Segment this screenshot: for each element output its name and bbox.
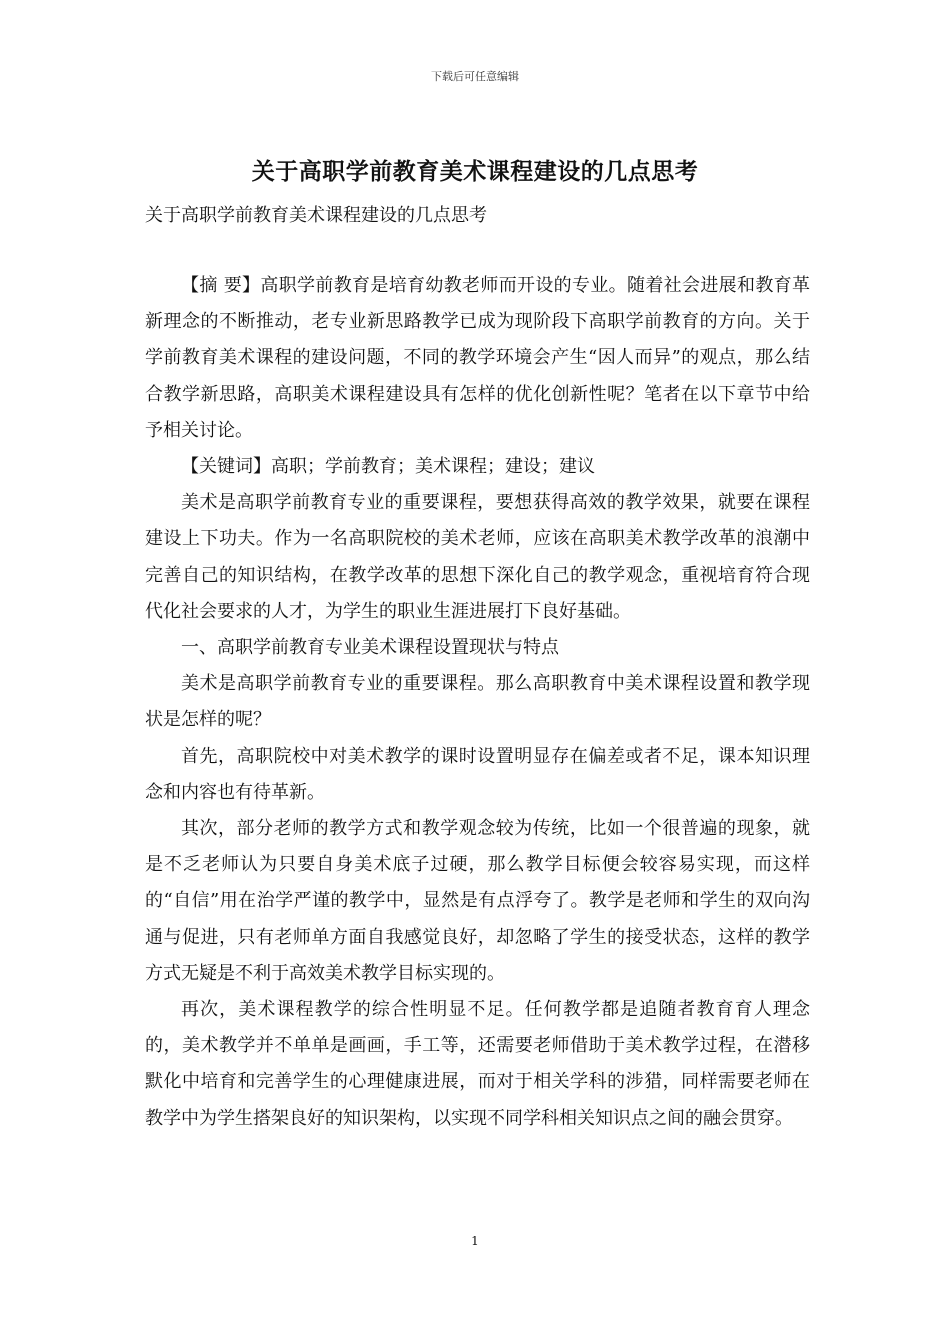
document-subtitle: 关于高职学前教育美术课程建设的几点思考 — [145, 205, 487, 226]
body-paragraph: 其次，部分老师的教学方式和教学观念较为传统，比如一个很普遍的现象，就是不乏老师认为只要自身美术底子过硬，那么教学目标便会较容易实现，而这样的“自信”用在治学严谨的教学中，显然是有点浮夸了。教学是老师和学生的双向沟通与促进，只有老师单方面自我感觉良好，却忽略了学生的接受状态，这样的教学方式无疑是不利于高效美术教学目标实现的。 — [145, 818, 810, 984]
header-note: 下载后可任意编辑 — [431, 70, 519, 83]
body-paragraph: 美术是高职学前教育专业的重要课程。那么高职教育中美术课程设置和教学现状是怎样的呢？ — [145, 673, 810, 731]
page-number: 1 — [471, 1234, 479, 1248]
document-body — [145, 268, 810, 1137]
document-title: 关于高职学前教育美术课程建设的几点思考 — [251, 158, 699, 185]
body-paragraph: 美术是高职学前教育专业的重要课程，要想获得高效的教学效果，就要在课程建设上下功夫。作为一名高职院校的美术老师，应该在高职美术教学改革的浪潮中完善自己的知识结构，在教学改革的思想下深化自己的教学观念，重视培育符合现代化社会要求的人才，为学生的职业生涯进展打下良好基础。 — [145, 492, 810, 622]
keywords-paragraph: 【关键词】高职；学前教育；美术课程；建设；建议 — [181, 456, 595, 478]
section-heading: 一、高职学前教育专业美术课程设置现状与特点 — [181, 637, 559, 659]
abstract-paragraph: 【摘 要】高职学前教育是培育幼教老师而开设的专业。随着社会进展和教育革新理念的不断推动，老专业新思路教学已成为现阶段下高职学前教育的方向。关于学前教育美术课程的建设问题，不同的教学环境会产生“因人而异”的观点，那么结合教学新思路，高职美术课程建设具有怎样的优化创新性呢？笔者在以下章节中给予相关讨论。 — [145, 275, 810, 441]
body-paragraph: 首先，高职院校中对美术教学的课时设置明显存在偏差或者不足，课本知识理念和内容也有待革新。 — [145, 745, 810, 803]
body-paragraph: 再次，美术课程教学的综合性明显不足。任何教学都是追随者教育育人理念的，美术教学并不单单是画画，手工等，还需要老师借助于美术教学过程，在潜移默化中培育和完善学生的心理健康进展，而对于相关学科的涉猎，同样需要老师在教学中为学生搭架良好的知识架构，以实现不同学科相关知识点之间的融会贯穿。 — [145, 999, 810, 1129]
